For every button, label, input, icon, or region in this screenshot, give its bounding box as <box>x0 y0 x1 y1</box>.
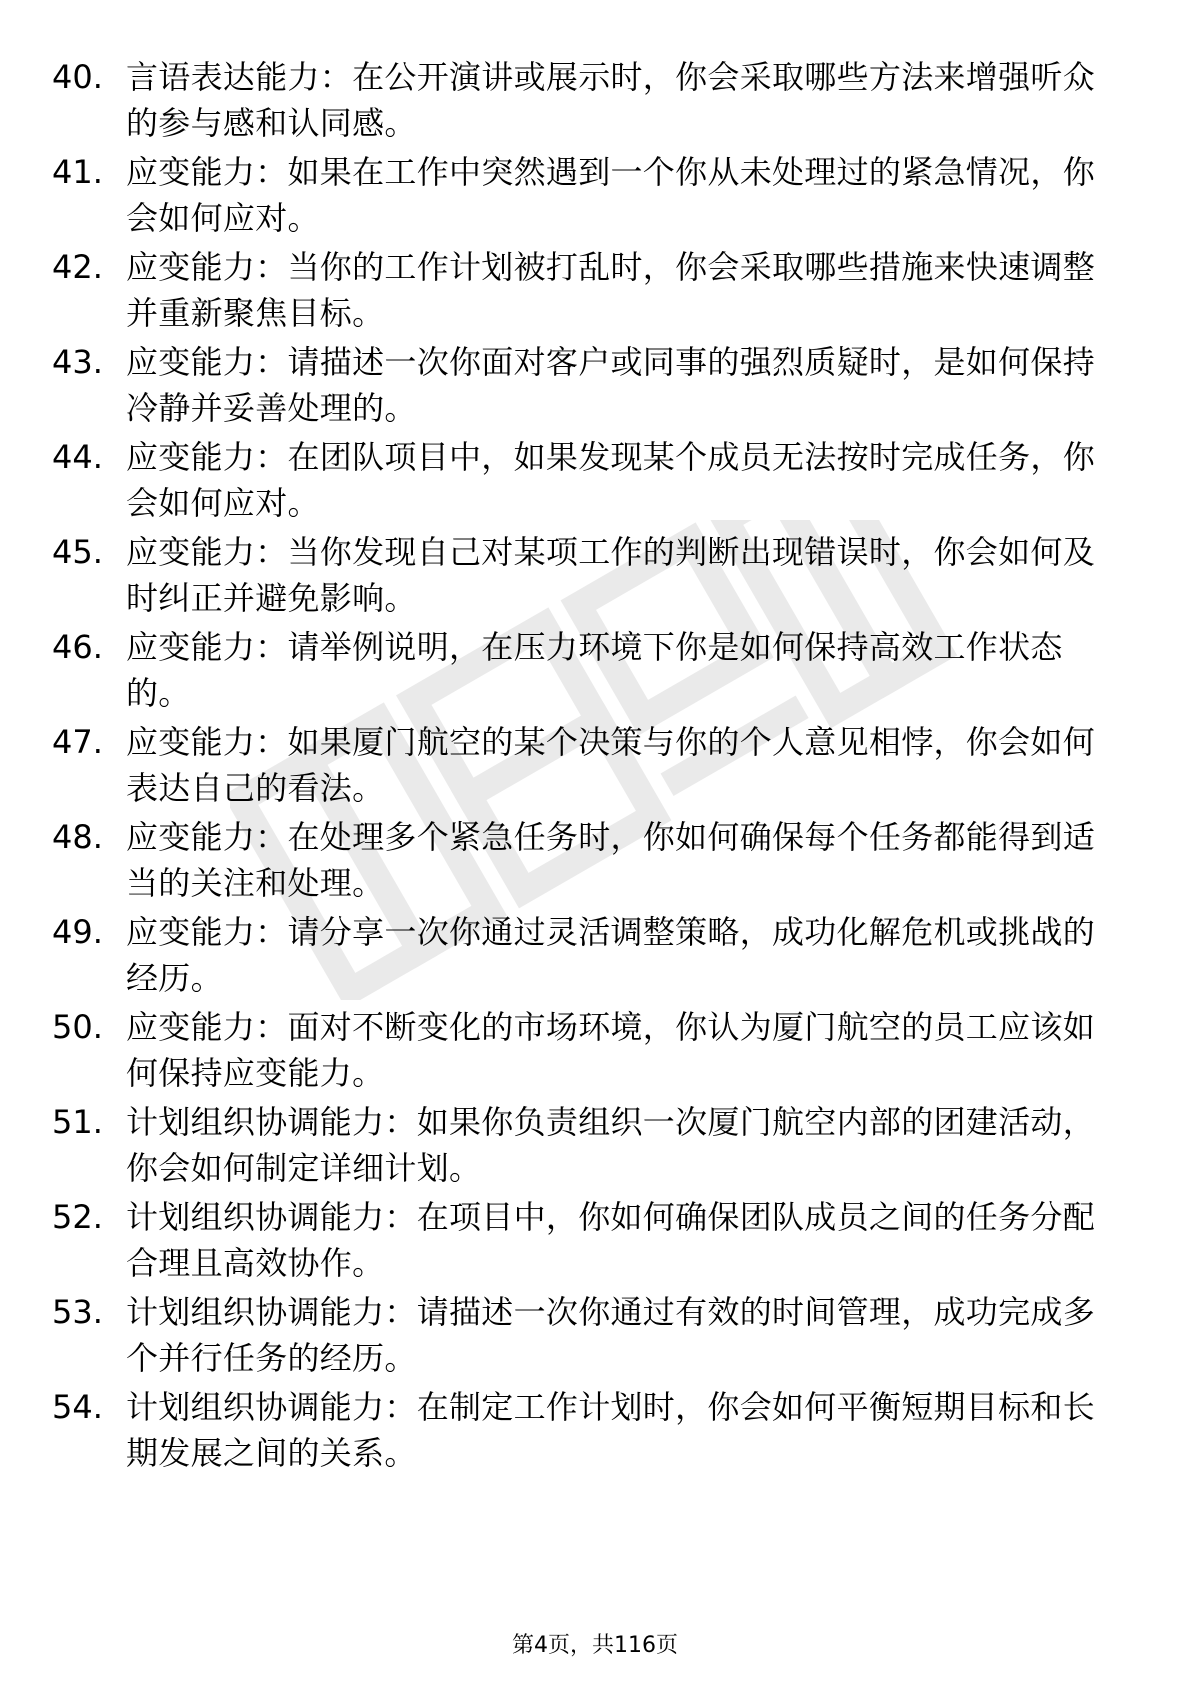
question-number: 50. <box>52 1008 103 1046</box>
question-item <box>0 519 1190 617</box>
question-item <box>0 329 1190 427</box>
question-item <box>0 614 1190 712</box>
question-text: 应变能力：在团队项目中，如果发现某个成员无法按时完成任务，你会如何应对。 <box>126 438 1096 522</box>
question-number: 54. <box>52 1388 103 1426</box>
question-text: 计划组织协调能力：在制定工作计划时，你会如何平衡短期目标和长期发展之间的关系。 <box>126 1388 1096 1472</box>
question-number: 46. <box>52 628 103 666</box>
question-item <box>0 1184 1190 1282</box>
question-number: 43. <box>52 343 103 381</box>
question-item <box>0 234 1190 332</box>
question-number: 45. <box>52 533 103 571</box>
page-number-label: 第4页，共116页 <box>512 1633 678 1658</box>
question-item <box>0 1279 1190 1377</box>
question-item <box>0 44 1190 142</box>
question-number: 44. <box>52 438 103 476</box>
question-text: 计划组织协调能力：请描述一次你通过有效的时间管理，成功完成多个并行任务的经历。 <box>126 1293 1096 1377</box>
question-item <box>0 139 1190 237</box>
question-text: 计划组织协调能力：在项目中，你如何确保团队成员之间的任务分配合理且高效协作。 <box>126 1198 1096 1282</box>
question-item <box>0 709 1190 807</box>
question-text: 应变能力：如果在工作中突然遇到一个你从未处理过的紧急情况，你会如何应对。 <box>126 153 1096 237</box>
question-number: 53. <box>52 1293 103 1331</box>
question-text: 应变能力：请分享一次你通过灵活调整策略，成功化解危机或挑战的经历。 <box>126 913 1096 997</box>
question-number: 41. <box>52 153 103 191</box>
question-text: 应变能力：如果厦门航空的某个决策与你的个人意见相悖，你会如何表达自己的看法。 <box>126 723 1096 807</box>
question-text: 应变能力：当你发现自己对某项工作的判断出现错误时，你会如何及时纠正并避免影响。 <box>126 533 1096 617</box>
question-item <box>0 424 1190 522</box>
question-number: 40. <box>52 58 103 96</box>
page-footer <box>0 1631 1190 1661</box>
question-number: 42. <box>52 248 103 286</box>
question-text: 应变能力：请举例说明，在压力环境下你是如何保持高效工作状态的。 <box>126 628 1063 712</box>
question-text: 应变能力：当你的工作计划被打乱时，你会采取哪些措施来快速调整并重新聚焦目标。 <box>126 248 1096 332</box>
question-text: 应变能力：请描述一次你面对客户或同事的强烈质疑时，是如何保持冷静并妥善处理的。 <box>126 343 1096 427</box>
question-item <box>0 1374 1190 1472</box>
question-number: 49. <box>52 913 103 951</box>
question-number: 47. <box>52 723 103 761</box>
question-item <box>0 899 1190 997</box>
question-number: 48. <box>52 818 103 856</box>
question-list <box>0 44 1190 1472</box>
question-item <box>0 994 1190 1092</box>
question-number: 52. <box>52 1198 103 1236</box>
question-text: 言语表达能力：在公开演讲或展示时，你会采取哪些方法来增强听众的参与感和认同感。 <box>126 58 1096 142</box>
question-number: 51. <box>52 1103 103 1141</box>
question-text: 应变能力：在处理多个紧急任务时，你如何确保每个任务都能得到适当的关注和处理。 <box>126 818 1096 902</box>
question-item <box>0 804 1190 902</box>
question-item <box>0 1089 1190 1187</box>
question-text: 应变能力：面对不断变化的市场环境，你认为厦门航空的员工应该如何保持应变能力。 <box>126 1008 1096 1092</box>
question-text: 计划组织协调能力：如果你负责组织一次厦门航空内部的团建活动，你会如何制定详细计划。 <box>126 1103 1096 1187</box>
